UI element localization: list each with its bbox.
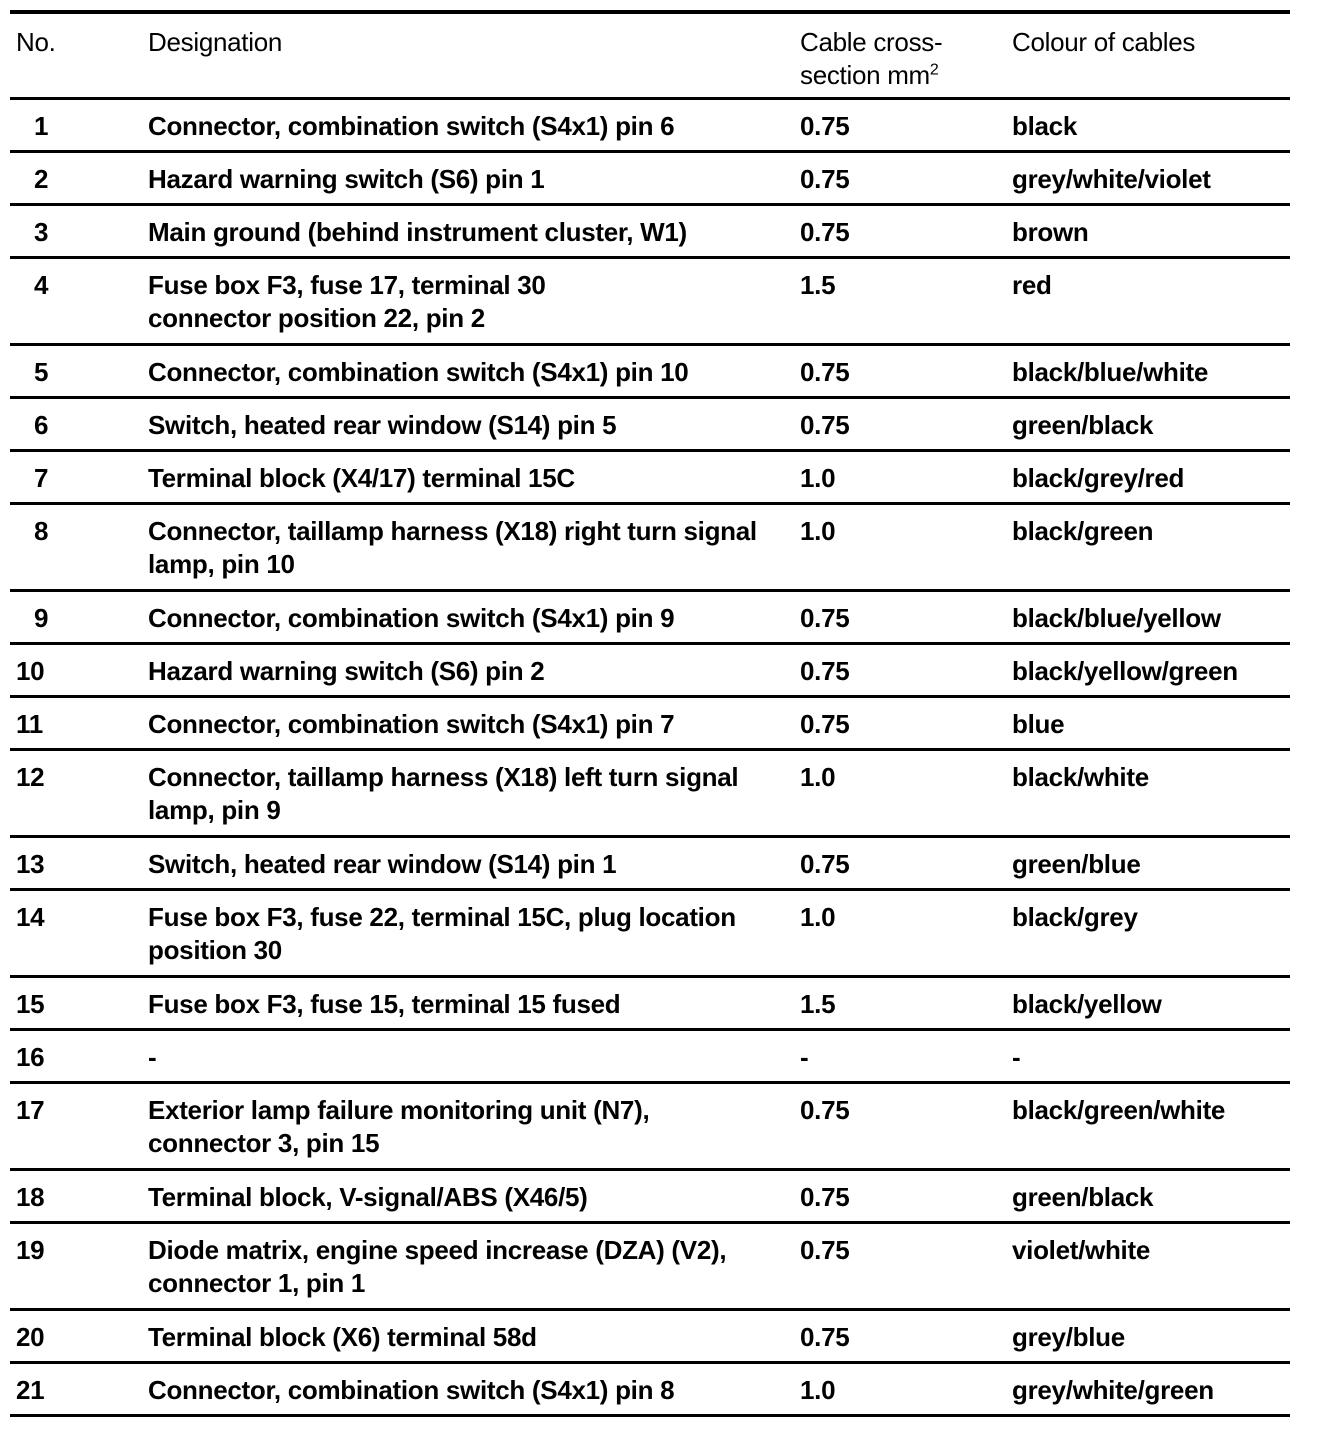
cell-designation: [148, 269, 546, 335]
cell-cross-section: 1.5: [800, 270, 836, 300]
designation-line: Hazard warning switch (S6) pin 1: [148, 164, 545, 194]
cell-no: 8: [34, 516, 49, 546]
cell-colour: grey/white/violet: [1012, 164, 1211, 194]
cell-colour: black/white: [1012, 762, 1149, 792]
designation-line: Connector, taillamp harness (X18) left turn signal: [148, 762, 739, 792]
cell-colour: green/blue: [1012, 849, 1141, 879]
cell-no: 11: [16, 709, 43, 739]
table-row: [10, 978, 1290, 1031]
cell-cross-section: 0.75: [800, 849, 850, 879]
table-row: [10, 1224, 1290, 1311]
cell-designation: [148, 761, 738, 827]
cell-no: 5: [34, 357, 49, 387]
cell-colour: violet/white: [1012, 1235, 1150, 1265]
cell-colour: black/blue/white: [1012, 357, 1209, 387]
cell-designation: [148, 1234, 726, 1300]
cell-colour: black: [1012, 111, 1077, 141]
table-header-row: [10, 14, 1290, 100]
cell-no: 3: [34, 217, 49, 247]
designation-line: -: [148, 1042, 157, 1072]
cell-colour: black/green: [1012, 516, 1154, 546]
cell-colour: grey/blue: [1012, 1322, 1125, 1352]
designation-line: Exterior lamp failure monitoring unit (N7),: [148, 1095, 650, 1125]
designation-line: Fuse box F3, fuse 22, terminal 15C, plug location: [148, 902, 736, 932]
cell-cross-section: 0.75: [800, 1095, 850, 1125]
designation-line: connector 3, pin 15: [148, 1128, 380, 1158]
cell-no: 10: [16, 656, 45, 686]
cell-colour: black/blue/yellow: [1012, 603, 1221, 633]
table-row: [10, 153, 1290, 206]
cell-colour: red: [1012, 270, 1052, 300]
cell-no: 19: [16, 1235, 45, 1265]
designation-line: Connector, combination switch (S4x1) pin 10: [148, 357, 689, 387]
designation-line: Connector, combination switch (S4x1) pin 8: [148, 1375, 675, 1405]
table-row: [10, 891, 1290, 978]
cell-cross-section: 0.75: [800, 111, 850, 141]
cell-designation: [148, 1181, 588, 1214]
designation-line: Switch, heated rear window (S14) pin 5: [148, 410, 617, 440]
table-row: [10, 399, 1290, 452]
designation-line: Terminal block, V-signal/ABS (X46/5): [148, 1182, 588, 1212]
table-row: [10, 206, 1290, 259]
cell-cross-section: 1.0: [800, 902, 836, 932]
cell-cross-section: 1.0: [800, 762, 836, 792]
header-cross-section: [800, 26, 942, 92]
cell-colour: black/green/white: [1012, 1095, 1226, 1125]
cell-designation: [148, 988, 620, 1021]
cell-cross-section: 0.75: [800, 1235, 850, 1265]
cable-table: [10, 10, 1290, 1417]
cell-designation: [148, 602, 674, 635]
cell-no: 21: [16, 1375, 45, 1405]
table-row: [10, 1084, 1290, 1171]
table-row: [10, 346, 1290, 399]
table-body: [10, 100, 1290, 1417]
cell-cross-section: 1.0: [800, 463, 836, 493]
cell-colour: green/black: [1012, 410, 1154, 440]
table-row: [10, 698, 1290, 751]
designation-line: Connector, combination switch (S4x1) pin 9: [148, 603, 675, 633]
cell-cross-section: 0.75: [800, 656, 850, 686]
cell-cross-section: 0.75: [800, 164, 850, 194]
designation-line: connector 1, pin 1: [148, 1268, 366, 1298]
cell-designation: [148, 655, 544, 688]
cell-designation: [148, 409, 616, 442]
cell-designation: [148, 110, 674, 143]
cell-designation: [148, 356, 688, 389]
cell-colour: black/grey/red: [1012, 463, 1185, 493]
cell-no: 12: [16, 762, 45, 792]
cell-designation: [148, 1094, 649, 1160]
cell-no: 16: [16, 1042, 45, 1072]
cell-colour: blue: [1012, 709, 1065, 739]
designation-line: Connector, taillamp harness (X18) right turn signal: [148, 516, 757, 546]
cell-no: 1: [34, 111, 49, 141]
cell-no: 4: [34, 270, 49, 300]
cell-designation: [148, 462, 575, 495]
cell-designation: [148, 515, 757, 581]
table-row: [10, 452, 1290, 505]
header-colour: Colour of cables: [1012, 27, 1196, 57]
cell-designation: [148, 708, 674, 741]
cell-cross-section: 0.75: [800, 709, 850, 739]
designation-line: Terminal block (X4/17) terminal 15C: [148, 463, 575, 493]
designation-line: connector position 22, pin 2: [148, 303, 485, 333]
cell-colour: brown: [1012, 217, 1089, 247]
cell-colour: black/yellow: [1012, 989, 1162, 1019]
designation-line: Fuse box F3, fuse 17, terminal 30: [148, 270, 546, 300]
cell-no: 18: [16, 1182, 45, 1212]
table-row: [10, 1364, 1290, 1417]
cell-no: 14: [16, 902, 45, 932]
cell-no: 15: [16, 989, 45, 1019]
cell-no: 9: [34, 603, 49, 633]
cell-cross-section: 0.75: [800, 603, 850, 633]
designation-line: position 30: [148, 935, 282, 965]
cell-cross-section: 1.0: [800, 1375, 836, 1405]
cell-cross-section: 0.75: [800, 1182, 850, 1212]
header-cross-section-sup: 2: [929, 61, 939, 79]
cell-no: 2: [34, 164, 49, 194]
designation-line: Fuse box F3, fuse 15, terminal 15 fused: [148, 989, 621, 1019]
cell-no: 20: [16, 1322, 45, 1352]
header-cross-section-line2: [800, 59, 942, 92]
header-cross-section-unit: section mm: [800, 60, 930, 90]
cell-no: 17: [16, 1095, 45, 1125]
cell-cross-section: 0.75: [800, 357, 850, 387]
cell-no: 6: [34, 410, 49, 440]
designation-line: Terminal block (X6) terminal 58d: [148, 1322, 537, 1352]
table-row: [10, 592, 1290, 645]
table-row: [10, 1171, 1290, 1224]
cell-cross-section: 0.75: [800, 410, 850, 440]
designation-line: Connector, combination switch (S4x1) pin 7: [148, 709, 675, 739]
cell-colour: black/yellow/green: [1012, 656, 1238, 686]
cell-colour: -: [1012, 1042, 1021, 1072]
table-row: [10, 838, 1290, 891]
designation-line: Hazard warning switch (S6) pin 2: [148, 656, 545, 686]
cell-designation: [148, 1374, 674, 1407]
cell-colour: grey/white/green: [1012, 1375, 1214, 1405]
table-row: [10, 505, 1290, 592]
cell-colour: green/black: [1012, 1182, 1154, 1212]
table-row: [10, 1311, 1290, 1364]
cell-cross-section: -: [800, 1042, 809, 1072]
cell-designation: [148, 216, 687, 249]
table-row: [10, 751, 1290, 838]
header-cross-section-line1: Cable cross-: [800, 27, 943, 57]
cell-colour: black/grey: [1012, 902, 1138, 932]
designation-line: Connector, combination switch (S4x1) pin 6: [148, 111, 675, 141]
cell-designation: [148, 901, 736, 967]
cell-no: 13: [16, 849, 45, 879]
designation-line: Main ground (behind instrument cluster, W1): [148, 217, 687, 247]
designation-line: Switch, heated rear window (S14) pin 1: [148, 849, 617, 879]
table-row: [10, 1031, 1290, 1084]
header-no: No.: [16, 27, 56, 57]
table-row: [10, 100, 1290, 153]
header-designation: Designation: [148, 27, 283, 57]
cell-designation: [148, 163, 544, 196]
cell-cross-section: 0.75: [800, 1322, 850, 1352]
cell-designation: [148, 1041, 156, 1074]
cell-cross-section: 0.75: [800, 217, 850, 247]
table-row: [10, 259, 1290, 346]
designation-line: Diode matrix, engine speed increase (DZA) (V2),: [148, 1235, 727, 1265]
cell-cross-section: 1.5: [800, 989, 836, 1019]
designation-line: lamp, pin 9: [148, 795, 281, 825]
cell-designation: [148, 1321, 537, 1354]
designation-line: lamp, pin 10: [148, 549, 295, 579]
cell-no: 7: [34, 463, 49, 493]
cell-cross-section: 1.0: [800, 516, 836, 546]
cell-designation: [148, 848, 616, 881]
table-row: [10, 645, 1290, 698]
